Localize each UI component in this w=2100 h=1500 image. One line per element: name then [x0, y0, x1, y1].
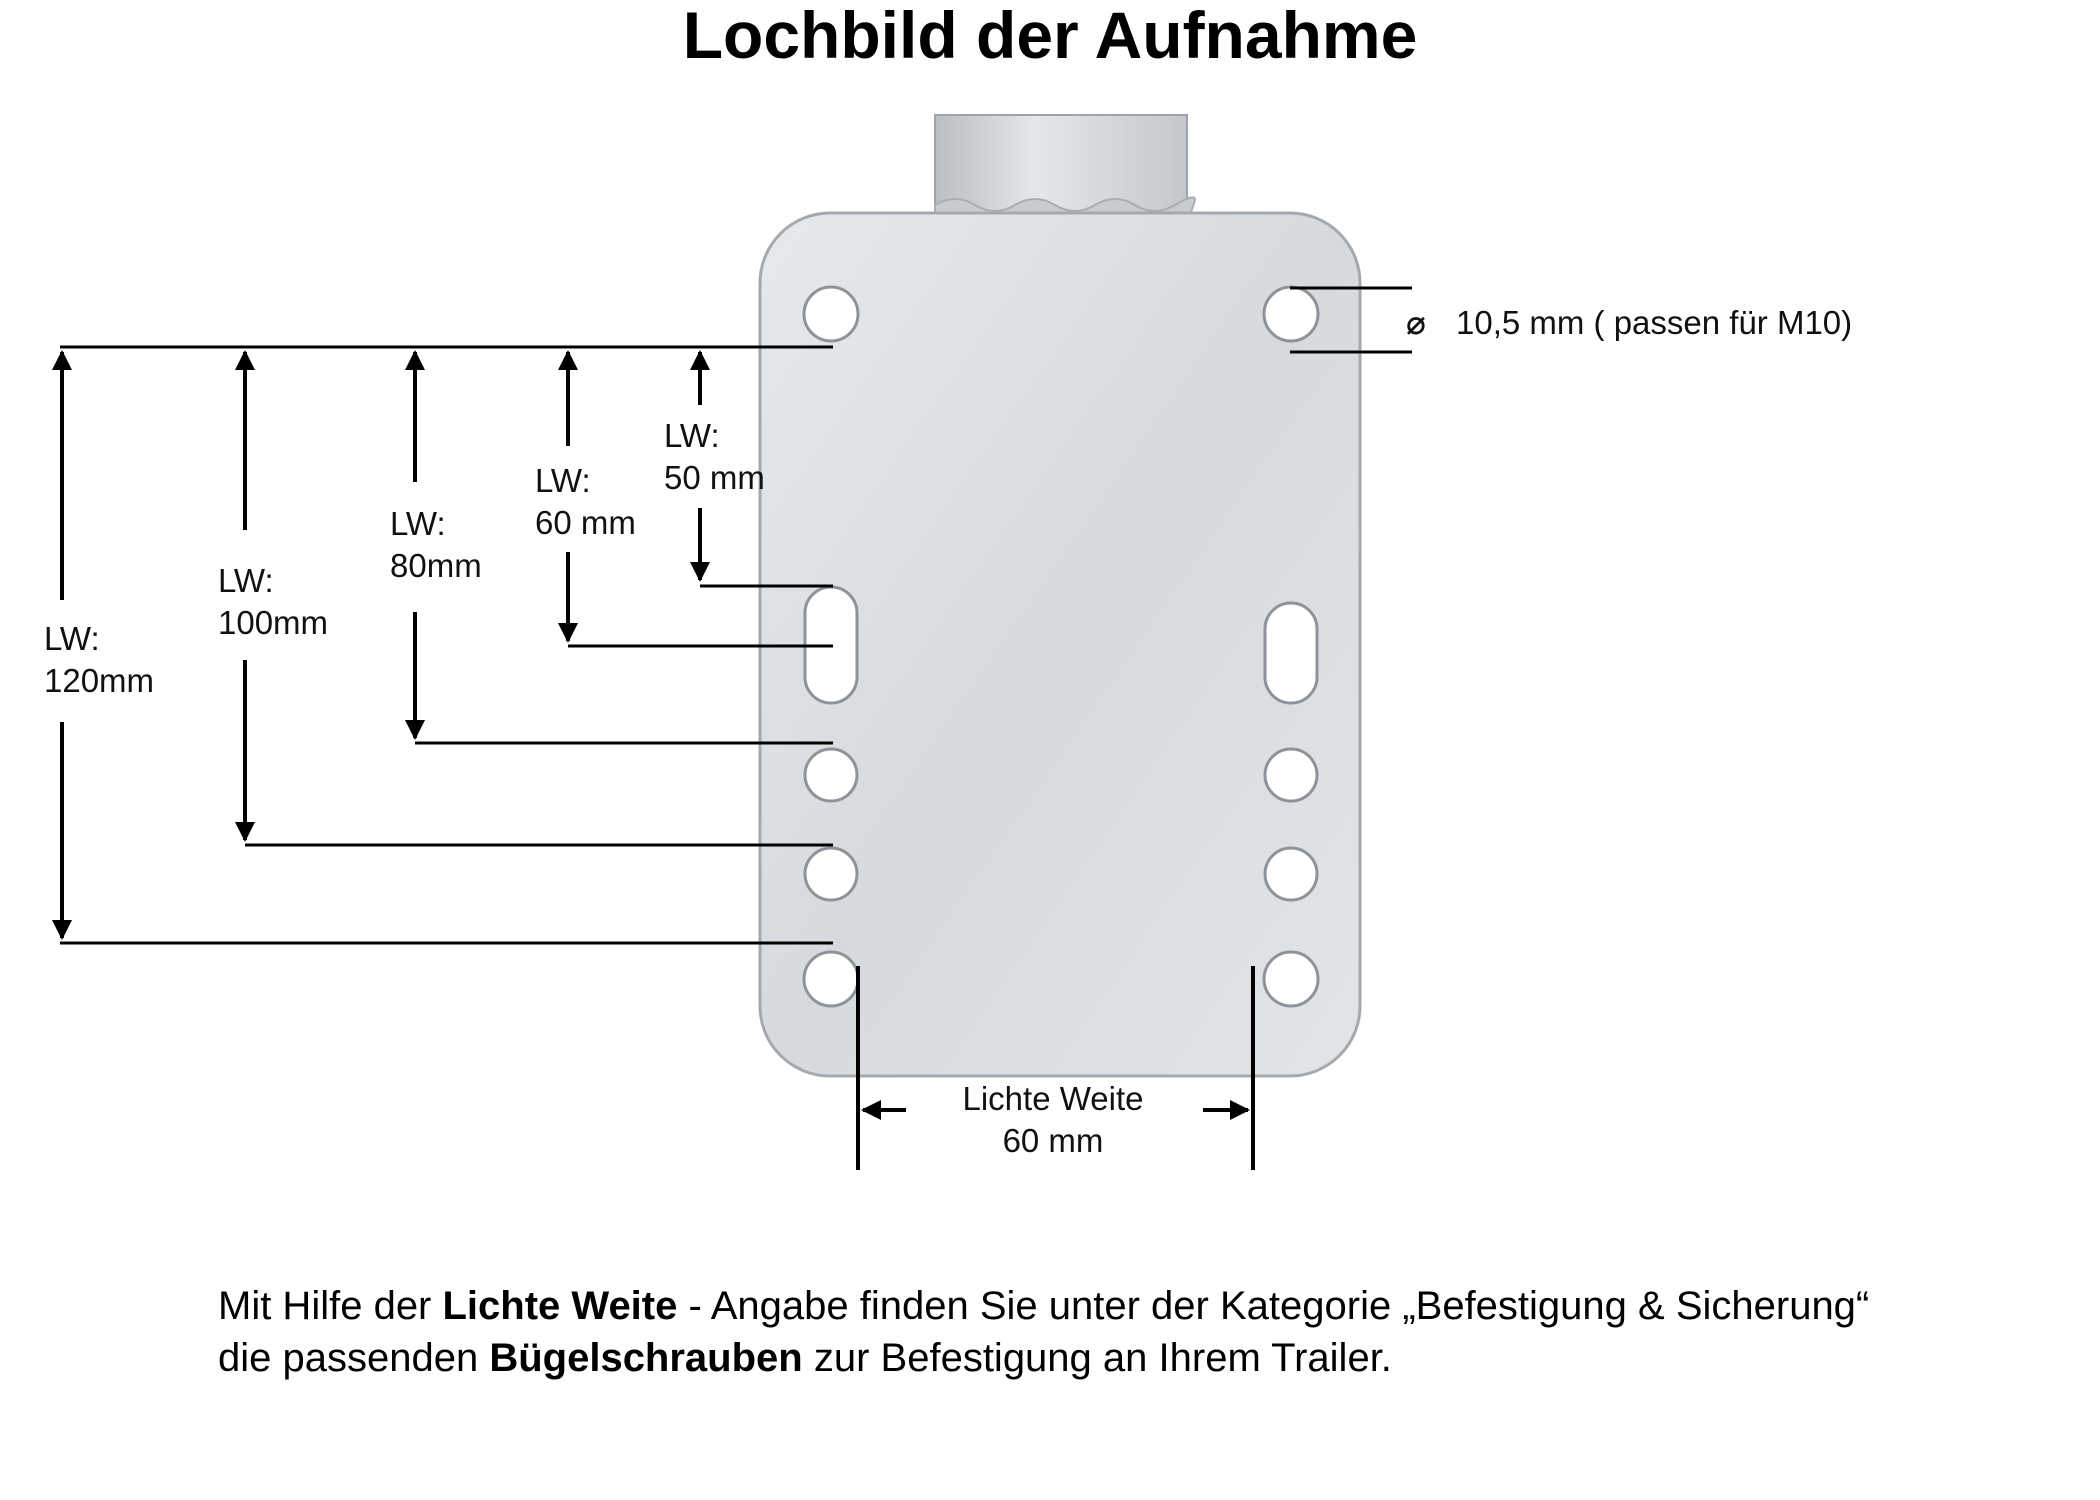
diameter-symbol: ⌀ — [1406, 304, 1426, 341]
hole — [1264, 952, 1318, 1006]
footer-text: Mit Hilfe der — [218, 1284, 443, 1328]
lw-60-label-line1: LW: — [535, 462, 591, 499]
lw-80-label-line2: 80mm — [390, 547, 482, 584]
lw-50-label-line1: LW: — [664, 417, 720, 454]
lichte-weite-label-line2: 60 mm — [1002, 1122, 1104, 1159]
lw-80-label-line1: LW: — [390, 505, 446, 542]
lw-120-label-line2: 120mm — [44, 662, 155, 699]
hole — [1264, 287, 1318, 341]
lw-100-label-line2: 100mm — [218, 604, 329, 641]
footer-bold-lichte-weite: Lichte Weite — [442, 1284, 678, 1328]
hole-diameter-label: 10,5 mm ( passen für M10) — [1456, 304, 1853, 341]
footer-text: die passenden — [218, 1336, 490, 1380]
hole — [805, 848, 857, 900]
lw-120-label-line1: LW: — [44, 620, 100, 657]
diagram-title: Lochbild der Aufnahme — [682, 0, 1418, 72]
footer-note — [218, 1280, 2038, 1384]
lw-60-label-line2: 60 mm — [535, 504, 636, 541]
footer-text: - Angabe finden Sie unter der Kategorie „Befestigung & Sicherung“ — [677, 1284, 1870, 1328]
hole — [804, 287, 858, 341]
hole — [1265, 749, 1317, 801]
hole — [805, 749, 857, 801]
footer-line-1 — [218, 1280, 2038, 1332]
lw-100-label-line1: LW: — [218, 562, 274, 599]
lichte-weite-label-line1: Lichte Weite — [962, 1080, 1144, 1117]
slot-hole — [1265, 603, 1317, 703]
footer-bold-buegelschrauben: Bügelschrauben — [489, 1336, 803, 1380]
dimension-lw-100 — [245, 352, 833, 845]
footer-text: zur Befestigung an Ihrem Trailer. — [802, 1336, 1392, 1380]
hole — [1265, 848, 1317, 900]
footer-line-2 — [218, 1332, 2038, 1384]
lw-50-label-line2: 50 mm — [664, 459, 765, 496]
hole — [804, 952, 858, 1006]
